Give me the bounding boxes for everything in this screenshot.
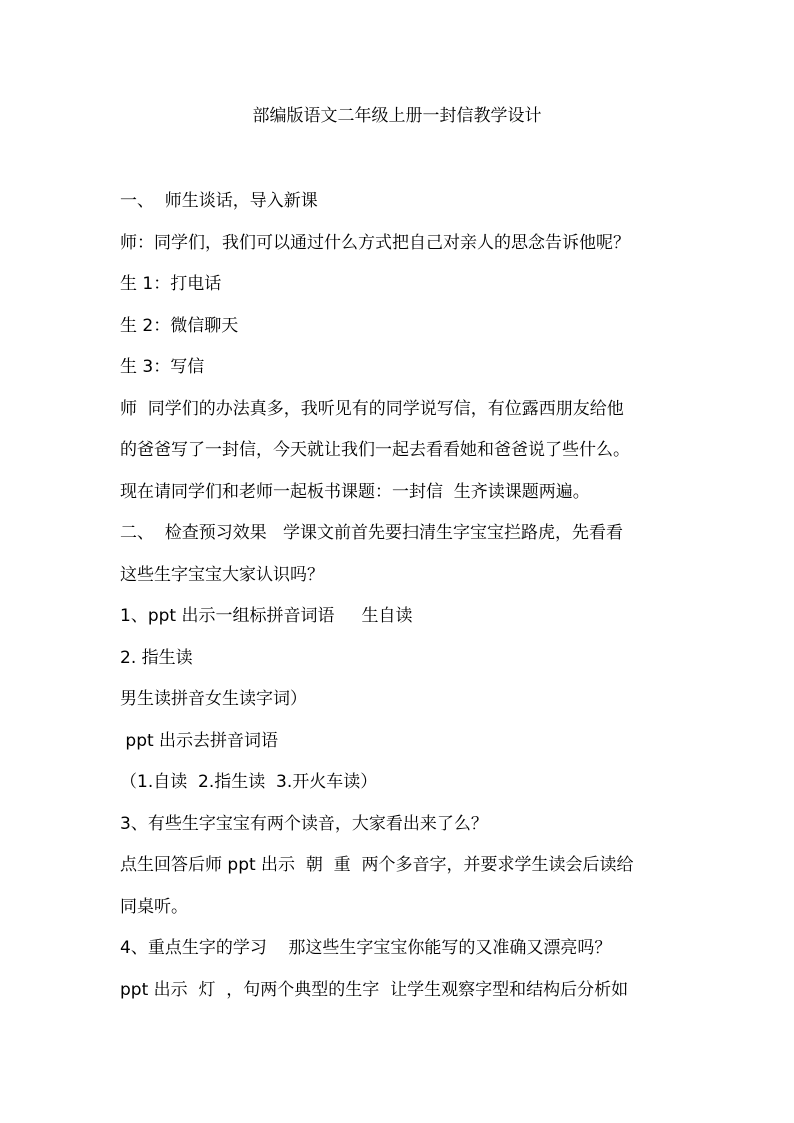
- section-heading-2: 二、 检查预习效果 学课文前首先要扫清生字宝宝拦路虎，先看看: [120, 523, 624, 543]
- section-heading-1: 一、 师生谈话，导入新课: [120, 191, 318, 211]
- document-title: 部编版语文二年级上册一封信教学设计: [252, 106, 542, 126]
- list-item: 4、重点生字的学习 那这些生字宝宝你能写的又准确又漂亮吗？: [120, 938, 612, 958]
- paragraph-line: 生 3：写信: [120, 357, 205, 377]
- list-item: 3、有些生字宝宝有两个读音，大家看出来了么？: [120, 814, 488, 834]
- paragraph-line: 现在请同学们和老师一起板书课题：一封信 生齐读课题两遍。: [120, 482, 590, 502]
- paragraph-line: 师：同学们，我们可以通过什么方式把自己对亲人的思念告诉他呢？: [120, 233, 630, 253]
- paragraph-line: 生 2：微信聊天: [120, 316, 239, 336]
- list-item: 2. 指生读: [120, 648, 193, 668]
- paragraph-line: 师 同学们的办法真多，我听见有的同学说写信，有位露西朋友给他: [120, 399, 624, 419]
- paragraph-line: 同桌听。: [120, 897, 188, 917]
- paragraph-line: ppt 出示去拼音词语: [120, 731, 279, 751]
- paragraph-line: 男生读拼音女生读字词）: [120, 689, 307, 709]
- paragraph-line: 这些生字宝宝大家认识吗？: [120, 565, 324, 585]
- list-item: 1、ppt 出示一组标拼音词语 生自读: [120, 606, 413, 626]
- paragraph-line: （1.自读 2.指生读 3.开火车读）: [120, 772, 378, 792]
- paragraph-line: 的爸爸写了一封信，今天就让我们一起去看看她和爸爸说了些什么。: [120, 440, 630, 460]
- paragraph-line: ppt 出示 灯 ，句两个典型的生字 让学生观察字型和结构后分析如: [120, 980, 629, 1000]
- paragraph-line: 生 1：打电话: [120, 274, 222, 294]
- paragraph-line: 点生回答后师 ppt 出示 朝 重 两个多音字，并要求学生读会后读给: [120, 855, 634, 875]
